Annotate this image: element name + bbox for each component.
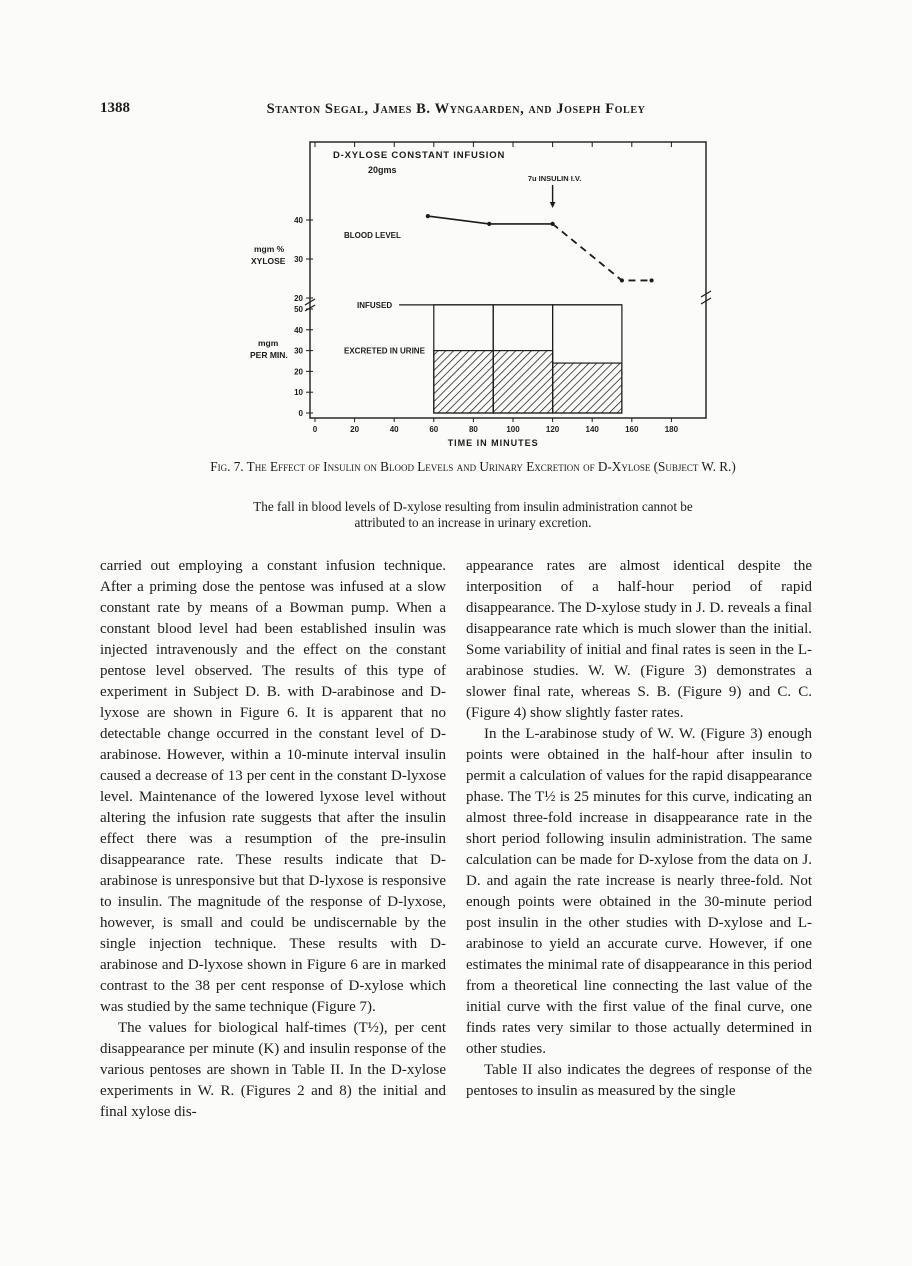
blood-y-axis-label-2: XYLOSE [251, 256, 286, 266]
insulin-arrowhead [550, 202, 556, 208]
blood-level-label: BLOOD LEVEL [344, 231, 401, 240]
blood-level-point [650, 278, 654, 282]
excreted-bar [434, 351, 493, 413]
blood-y-axis-label: mgm % [254, 244, 285, 254]
blood-y-tick-label: 20 [294, 294, 303, 303]
running-head-authors: Stanton Segal, James B. Wyngaarden, and Joseph Foley [266, 101, 646, 117]
figure-caption [208, 459, 738, 475]
blood-level-point [620, 278, 624, 282]
x-tick-label: 140 [585, 425, 599, 434]
body-column-left [100, 556, 446, 1123]
urine-y-tick-label: 0 [298, 409, 303, 418]
figure-caption-title: The Effect of Insulin on Blood Levels and Urinary Excretion of D-Xylose (Subject W. R.) [246, 459, 736, 474]
urine-y-tick-label: 20 [294, 367, 303, 377]
excreted-bar [553, 363, 622, 413]
blood-level-point [487, 222, 491, 226]
blood-y-tick-label: 40 [294, 216, 303, 225]
x-tick-label: 160 [625, 425, 639, 434]
page-number: 1388 [100, 100, 130, 116]
urine-y-axis-label-2: PER MIN. [250, 350, 288, 360]
x-tick-label: 100 [506, 425, 520, 434]
infused-label: INFUSED [357, 300, 393, 310]
blood-level-point [426, 214, 430, 218]
chart-subtitle: 20gms [368, 165, 397, 175]
x-axis-title: TIME IN MINUTES [447, 438, 539, 448]
body-paragraph: appearance rates are almost identical despite the interposition of a half-hour period of rapid disappearance. The D-xylose study in J. D. reveals a final disappearance rate which is much slower than the initial. Some variability of initial and final rates is seen in the L-arabinose studies. W. W. (Figure 3) demonstrates a slower final rate, whereas S. B. (Figure 9) and C. C. (Figure 4) show slightly faster rates. [466, 558, 812, 721]
x-tick-label: 40 [389, 425, 399, 434]
urine-y-tick-label: 50 [294, 305, 303, 314]
insulin-annotation: 7u INSULIN I.V. [527, 174, 582, 183]
urine-y-tick-label: 30 [294, 346, 303, 356]
body-paragraph: In the L-arabinose study of W. W. (Figure 3) enough points were obtained in the half-hour after insulin to permit a calculation of values for the rapid disappearance phase. The T½ is 25 minutes for this curve, indicating an almost three-fold increase in disappearance rate in the short period following insulin administration. The same calculation can be made for D-xylose from the data on J. D. and again the rate increase is nearly three-fold. Not enough points were obtained in the 30-minute period post insulin in the other studies with D-xylose and L-arabinose to yield an accurate curve. However, if one estimates the minimal rate of disappearance in this period from a theoretical line connecting the last value of the initial curve with the first value of the final curve, one finds rates very similar to those actually determined in other studies. [466, 726, 812, 1057]
x-tick-label: 0 [312, 425, 318, 434]
urine-y-tick-label: 40 [294, 325, 303, 335]
x-tick-label: 80 [468, 425, 478, 434]
chart-title: D-XYLOSE CONSTANT INFUSION [333, 150, 506, 161]
figure-caption-note: The fall in blood levels of D-xylose resulting from insulin administration cannot be attributed to an increase in urinary excretion. [253, 499, 693, 530]
body-paragraph: The values for biological half-times (T½), per cent disappearance per minute (K) and insulin response of the various pentoses are shown in Table II. In the D-xylose experiments in W. R. (Figures 2 and 8) the initial and final xylose dis- [100, 1020, 446, 1120]
x-tick-label: 20 [350, 425, 360, 434]
body-column-right [466, 556, 812, 1102]
blood-level-dashed-line [553, 224, 652, 281]
body-paragraph: carried out employing a constant infusion technique. After a priming dose the pentose was infused at a slow constant rate by means of a Bowman pump. When a constant blood level had been established insulin was injected intravenously and the effect on the constant pentose level observed. The results of this type of experiment in Subject D. B. with D-arabinose and D-lyxose are shown in Figure 6. It is apparent that no detectable change occurred in the constant level of D-arabinose. However, within a 10-minute interval insulin caused a decrease of 13 per cent in the constant D-lyxose level. Maintenance of the lowered lyxose level without altering the infusion rate suggests that after the insulin effect there was a resumption of the pre-insulin disappearance rate. These results indicate that D-arabinose is unresponsive but that D-lyxose is responsive to insulin. The magnitude of the response of D-lyxose, however, is small and could be undiscernable by the single injection technique. These results with D-arabinose and D-lyxose shown in Figure 6 are in marked contrast to the 38 per cent response of D-xylose which was studied by the same technique (Figure 7). [100, 558, 446, 1015]
figure-7-chart [240, 136, 720, 454]
x-tick-label: 60 [429, 425, 439, 434]
excreted-label: EXCRETED IN URINE [344, 346, 425, 356]
x-tick-label: 120 [545, 425, 560, 434]
blood-y-tick-label: 30 [294, 255, 303, 264]
urine-y-axis-label: mgm [258, 338, 279, 348]
figure-caption-label: Fig. 7. [210, 459, 244, 474]
excreted-bar [493, 351, 552, 413]
body-paragraph: Table II also indicates the degrees of response of the pentoses to insulin as measured by the single [466, 1062, 812, 1099]
x-tick-label: 180 [664, 425, 679, 434]
figure-7 [240, 136, 720, 454]
blood-level-point [551, 222, 555, 226]
urine-y-tick-label: 10 [294, 388, 303, 398]
